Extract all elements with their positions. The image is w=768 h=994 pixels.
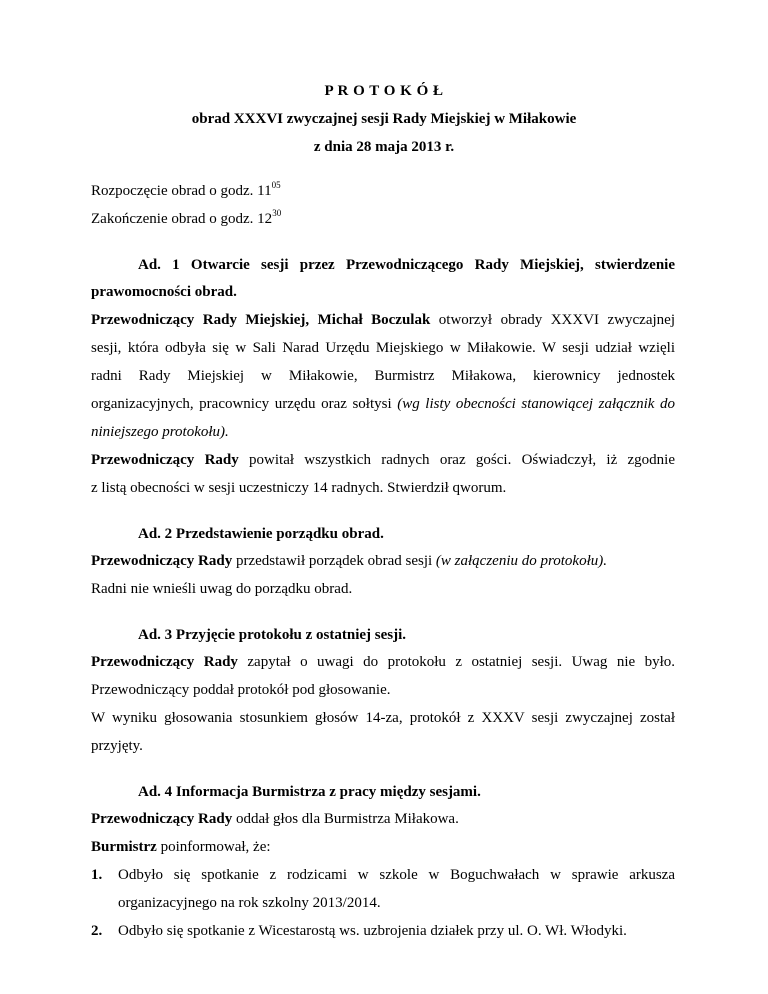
end-time — [91, 208, 282, 228]
ad4-paragraph2 — [91, 839, 271, 856]
ad1-paragraph1-line1 — [91, 312, 675, 329]
ad1-p2-text: powitał wszystkich radnych oraz gości. Oświadczył, iż zgodnie — [249, 452, 676, 468]
ad1-p1-l4-text: organizacyjnych, pracownicy urzędu oraz sołtysi — [91, 396, 392, 412]
ad1-paragraph2-line2: z listą obecności w sesji uczestniczy 14 radnych. Stwierdził qworum. — [91, 480, 507, 496]
chairman-name: Przewodniczący Rady Miejskiej, Michał Boczulak — [91, 312, 431, 328]
ad1-paragraph1-line5: niniejszego protokołu). — [91, 424, 229, 440]
start-time-label: Rozpoczęcie obrad o godz. 11 — [91, 183, 272, 199]
ad1-paragraph1-line3: radni Rady Miejskiej w Miłakowie, Burmistrz Miłakowa, kierownicy jednostek — [91, 368, 675, 384]
ad2-p1-text: przedstawił porządek obrad sesji — [235, 553, 433, 569]
document-title: P R O T O K Ó Ł — [324, 83, 444, 99]
ad1-p1-l4-note: (wg listy obecności stanowiącej załącznik do — [397, 396, 676, 412]
ad2-p1-note: (w załączeniu do protokołu). — [435, 553, 607, 569]
ad1-paragraph1-line4 — [91, 396, 675, 413]
end-time-label: Zakończenie obrad o godz. 12 — [91, 211, 273, 227]
end-time-minutes: 30 — [272, 208, 282, 218]
document-subtitle: obrad XXXVI zwyczajnej sesji Rady Miejskiej w Miłakowie — [191, 111, 577, 127]
ad4-paragraph1 — [91, 811, 459, 828]
list-item-number: 2. — [91, 923, 103, 939]
ad3-p1-text: zapytał o uwagi do protokołu z ostatniej sesji. Uwag nie było. — [247, 654, 676, 670]
ad2-paragraph2: Radni nie wnieśli uwag do porządku obrad. — [91, 581, 353, 597]
ad1-heading-line1: Ad. 1 Otwarcie sesji przez Przewodniczącego Rady Miejskiej, stwierdzenie — [138, 257, 675, 273]
ad1-heading-line2: prawomocności obrad. — [91, 284, 237, 300]
ad2-heading: Ad. 2 Przedstawienie porządku obrad. — [138, 526, 384, 542]
ad3-paragraph1 — [91, 654, 675, 671]
ad2-p1-speaker: Przewodniczący Rady — [91, 553, 233, 569]
ad2-paragraph1 — [91, 553, 607, 570]
ad1-paragraph1-line2: sesji, która odbyła się w Sali Narad Urzędu Miejskiego w Miłakowie. W sesji udział wzięli — [91, 340, 675, 356]
ad3-paragraph2: Przewodniczący poddał protokół pod głosowanie. — [91, 682, 391, 698]
ad1-p2-speaker: Przewodniczący Rady — [91, 452, 239, 468]
ad4-p2-text: poinformował, że: — [160, 839, 271, 855]
start-time-minutes: 05 — [271, 180, 281, 190]
ad1-p1-text: otworzył obrady XXXVI zwyczajnej — [438, 312, 675, 328]
start-time — [91, 180, 281, 200]
ad1-paragraph2-line1 — [91, 452, 675, 469]
ad3-heading: Ad. 3 Przyjęcie protokołu z ostatniej sesji. — [138, 627, 407, 643]
list-item-number: 1. — [91, 867, 103, 883]
document-date: z dnia 28 maja 2013 r. — [313, 139, 455, 155]
ad3-paragraph3-line2: przyjęty. — [91, 738, 143, 754]
ad4-p1-speaker: Przewodniczący Rady — [91, 811, 233, 827]
list-item-line2: organizacyjnego na rok szkolny 2013/2014. — [118, 895, 381, 911]
ad4-heading: Ad. 4 Informacja Burmistrza z pracy między sesjami. — [138, 784, 481, 800]
ad4-p1-text: oddał głos dla Burmistrza Miłakowa. — [235, 811, 459, 827]
list-item-line1: Odbyło się spotkanie z rodzicami w szkole w Boguchwałach w sprawie arkusza — [118, 867, 675, 883]
list-item-line1: Odbyło się spotkanie z Wicestarostą ws. uzbrojenia działek przy ul. O. Wł. Włodyki. — [118, 923, 627, 939]
ad3-p1-speaker: Przewodniczący Rady — [91, 654, 238, 670]
ad3-paragraph3-line1: W wyniku głosowania stosunkiem głosów 14-za, protokół z XXXV sesji zwyczajnej został — [91, 710, 675, 726]
ad4-p2-speaker: Burmistrz — [91, 839, 157, 855]
